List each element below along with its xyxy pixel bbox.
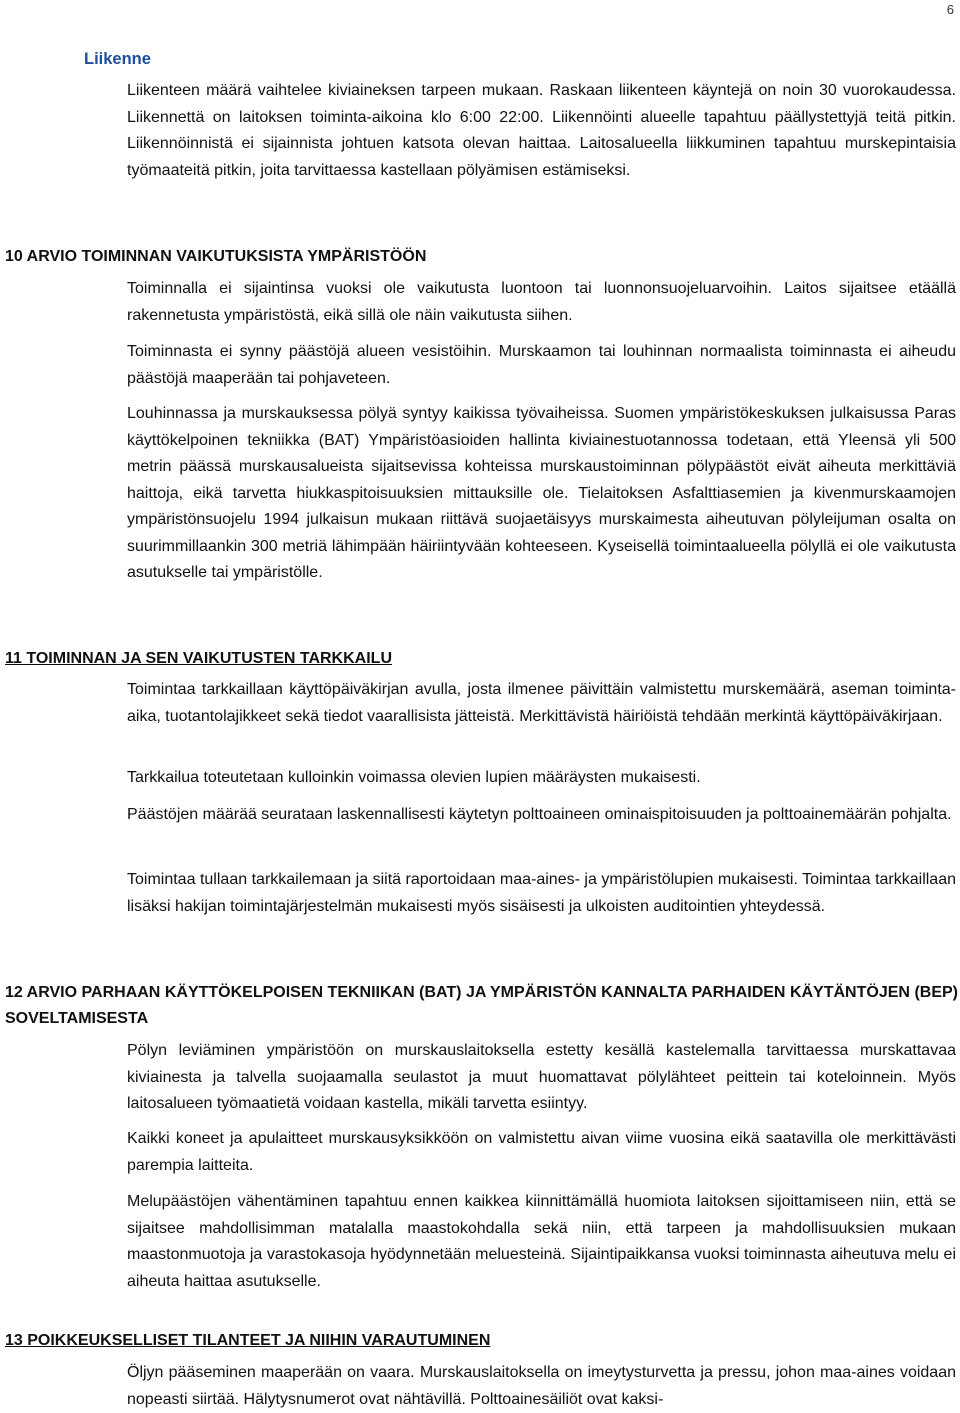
section-12-paragraph-2: Kaikki koneet ja apulaitteet murskausyksikköön on valmistettu aivan viime vuosina eikä saatavilla ole merkittävästi parempia laitteita. <box>127 1130 956 1174</box>
section-11-paragraph-3: Päästöjen määrää seurataan laskennallisesti käytetyn polttoaineen ominaispitoisuuden ja polttoainemäärän pohjalta. <box>127 806 952 823</box>
section-11-paragraph-4: Toimintaa tullaan tarkkailemaan ja siitä raportoidaan maa-aines- ja ympäristölupien mukaisesti. Toimintaa tarkkaillaan lisäksi hakijan toimintajärjestelmän mukaisesti myös sisäisesti ja ulkoisten auditointien yhteydessä. <box>127 871 956 915</box>
section-12-heading: 12 ARVIO PARHAAN KÄYTTÖKELPOISEN TEKNIIKAN (BAT) JA YMPÄRISTÖN KANNALTA PARHAIDEN KÄYTÄNTÖJEN (BEP) SOVELTAMISESTA <box>5 984 958 1027</box>
section-11-heading: 11 TOIMINNAN JA SEN VAIKUTUSTEN TARKKAILU <box>5 650 392 667</box>
section-10-paragraph-3: Louhinnassa ja murskauksessa pölyä syntyy kaikissa työvaiheissa. Suomen ympäristökeskuksen julkaisussa Paras käyttökelpoinen tekniikka (BAT) Ympäristöasioiden hallinta kiviainestuotannossa todetaan, että Yleensä yli 500 metrin päässä murskausalueista sijaitsevissa kohteissa murskaustoiminnan pölypäästöt eivät aiheuta merkittäviä haittoja, eikä tarvetta hiukkaspitoisuuksien mittauksille ole. Tielaitoksen Asfalttiasemien ja kivenmurskaamojen ympäristönsuojelu 1994 julkaisun mukaan riittävä suojaetäisyys murskaimesta aiheutuvan pölyleijuman osalta on suurimmillaankin 300 metriä lähimpään häiriintyvään kohteeseen. Kyseisellä toimintaalueella pölyllä ei ole vaikutusta asutukselle tai ympäristölle. <box>127 405 956 581</box>
section-12-paragraph-3: Melupäästöjen vähentäminen tapahtuu ennen kaikkea kiinnittämällä huomiota laitoksen sijoittamiseen niin, että se sijaitsee mahdollisimman matalalla maastokohdalla sekä niin, että tarpeen ja mahdollisuuksien mukaan maastonmuotoja ja varastokasoja hyödynnetään meluesteinä. Sijaintipaikkansa vuoksi toiminnasta aiheutuva melu ei aiheuta haittaa asutukselle. <box>127 1193 956 1290</box>
section-10-paragraph-1: Toiminnalla ei sijaintinsa vuoksi ole vaikutusta luontoon tai luonnonsuojeluarvoihin. Laitos sijaitsee etäällä rakennetusta ympäristöstä, eikä sillä ole näin vaikutusta siihen. <box>127 280 956 324</box>
section-11-paragraph-2: Tarkkailua toteutetaan kulloinkin voimassa olevien lupien määräysten mukaisesti. <box>127 769 701 786</box>
traffic-paragraph: Liikenteen määrä vaihtelee kiviaineksen tarpeen mukaan. Raskaan liikenteen käyntejä on noin 30 vuorokaudessa. Liikennettä on laitoksen toiminta-aikoina klo 6:00 22:00. Liikennöinti alueelle tapahtuu päällystettyjä teitä pitkin. Liikennöinnistä ei sijainnista johtuen katsota olevan haittaa. Laitosalueella liikkuminen tapahtuu murskepintaisia työmaateitä pitkin, joita tarvittaessa kastellaan pölyämisen estämiseksi. <box>127 82 956 179</box>
section-13-paragraph-1: Öljyn pääseminen maaperään on vaara. Murskauslaitoksella on imeytysturvetta ja pressu, johon maa-aines voidaan nopeasti siirtää. Hälytysnumerot ovat nähtävillä. Polttoainesäiliöt ovat kaksi- <box>127 1364 956 1408</box>
section-title-traffic: Liikenne <box>84 50 151 68</box>
section-11-paragraph-1: Toimintaa tarkkaillaan käyttöpäiväkirjan avulla, josta ilmenee päivittäin valmistettu murskemäärä, aseman toiminta-aika, tuotantolajikkeet sekä tiedot vaarallisista jätteistä. Merkittävistä häiriöistä tehdään merkintä käyttöpäiväkirjaan. <box>127 681 956 725</box>
page-number: 6 <box>946 2 954 17</box>
section-10-heading: 10 ARVIO TOIMINNAN VAIKUTUKSISTA YMPÄRISTÖÖN <box>5 248 427 265</box>
section-10-paragraph-2: Toiminnasta ei synny päästöjä alueen vesistöihin. Murskaamon tai louhinnan normaalista toiminnasta ei aiheudu päästöjä maaperään tai pohjaveteen. <box>127 343 956 387</box>
section-12-paragraph-1: Pölyn leviäminen ympäristöön on murskauslaitoksella estetty kesällä kastelemalla tarvittaessa murskattavaa kiviainesta ja talvella suojaamalla seulastot ja muut huomattavat pölylähteet peittein tai koteloinnein. Myös laitosalueen työmaatietä voidaan kastella, mikäli tarvetta esiintyy. <box>127 1042 956 1112</box>
section-13-heading: 13 POIKKEUKSELLISET TILANTEET JA NIIHIN VARAUTUMINEN <box>5 1332 491 1349</box>
